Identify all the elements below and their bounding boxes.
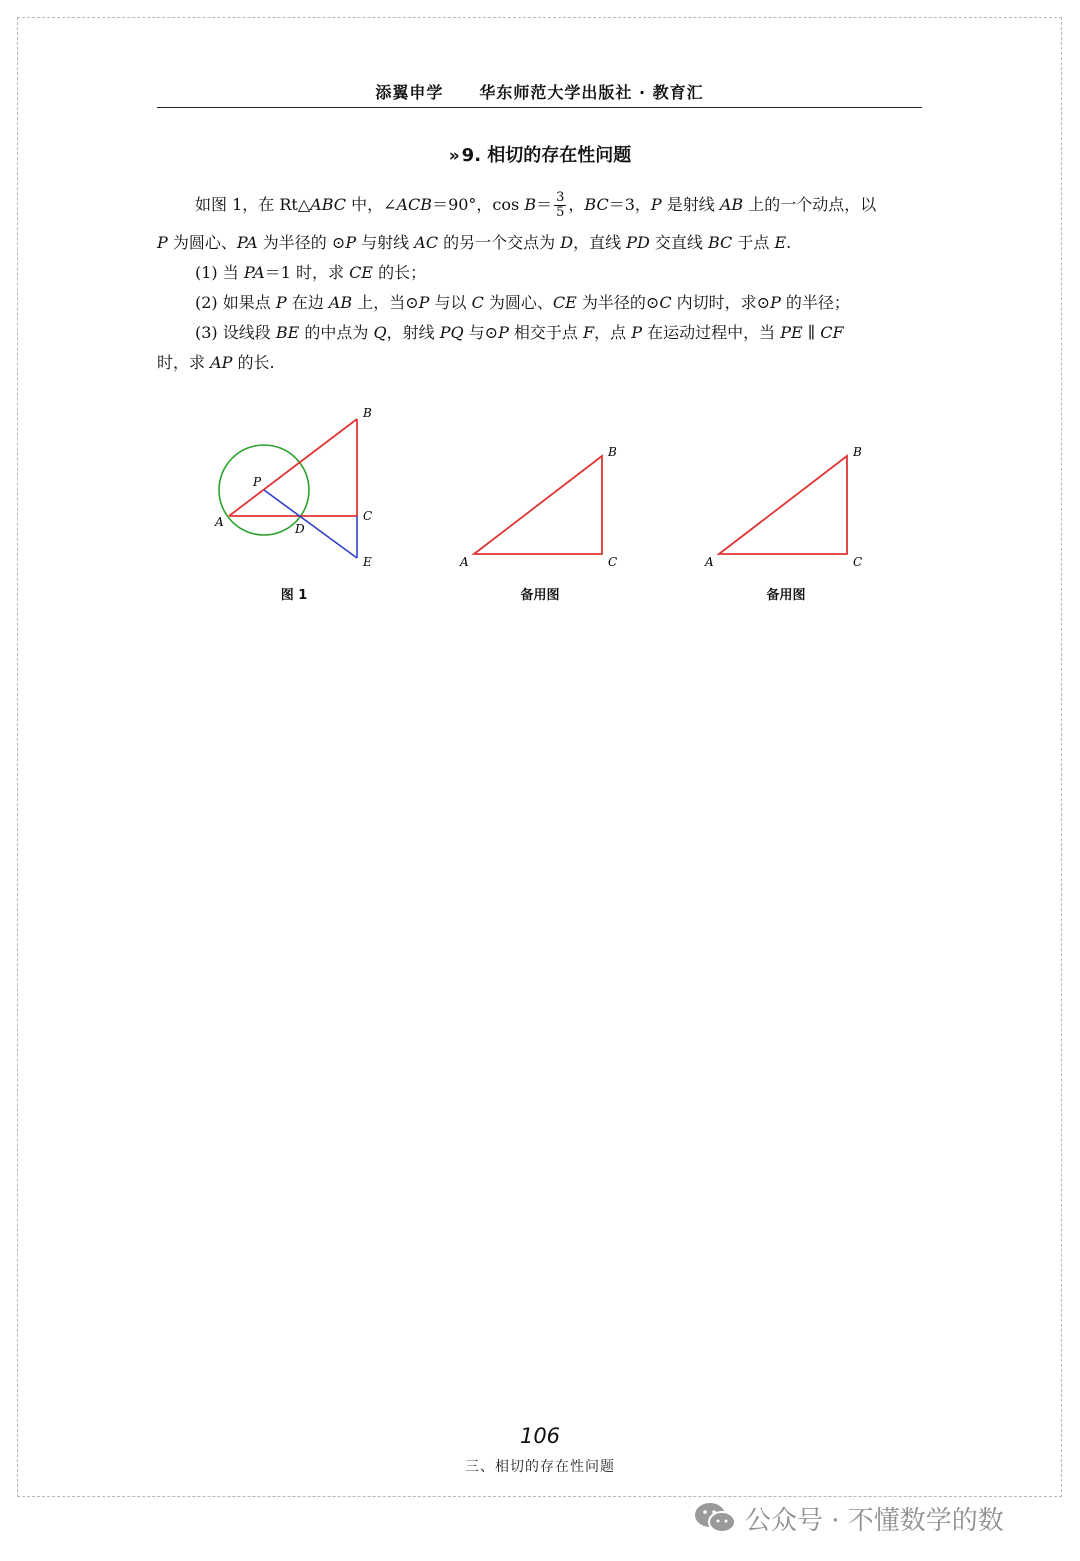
footer-section-title: 三、相切的存在性问题 bbox=[465, 1459, 615, 1475]
question-3-continued: 时，求 AP 的长. bbox=[157, 353, 275, 372]
wechat-icon bbox=[693, 1500, 737, 1536]
label-a: A bbox=[705, 555, 714, 569]
header-rule bbox=[157, 107, 922, 108]
label-c: C bbox=[608, 555, 618, 569]
triangle-abc bbox=[474, 456, 602, 554]
watermark-text: 公众号 · 不懂数学的数 bbox=[745, 1505, 1004, 1536]
label-a: A bbox=[215, 515, 224, 529]
label-e: E bbox=[363, 555, 372, 569]
question-3: (3) 设线段 BE 的中点为 Q，射线 PQ 与⊙P 相交于点 F，点 P 在运动过程中，当 PE ∥ CF bbox=[195, 323, 844, 342]
spare-figure-1-caption: 备用图 bbox=[520, 588, 560, 603]
question-2: (2) 如果点 P 在边 AB 上，当⊙P 与以 C 为圆心、CE 为半径的⊙C 内切时，求⊙P 的半径； bbox=[195, 293, 850, 312]
watermark bbox=[693, 1500, 1004, 1536]
fraction-three-fifths: $\frac{3}{5}$ bbox=[556, 190, 565, 220]
label-p: P bbox=[253, 475, 262, 489]
figure-1 bbox=[200, 398, 400, 578]
section-marker-icon: » bbox=[448, 146, 460, 166]
problem-line-2: P 为圆心、PA 为半径的 ⊙P 与射线 AC 的另一个交点为 D，直线 PD 交直线 BC 于点 E. bbox=[157, 233, 792, 252]
spare-figure-1 bbox=[450, 398, 650, 578]
label-c: C bbox=[853, 555, 863, 569]
spare-figure-2-caption: 备用图 bbox=[766, 588, 806, 603]
label-b: B bbox=[608, 445, 617, 459]
section-title-text: 9. 相切的存在性问题 bbox=[461, 145, 632, 166]
problem-line-1: 如图 1，在 Rt△ABC 中，∠ACB＝90°，cos B＝ $\frac{3}{5}$ ，BC＝3，P 是射线 AB 上的一个动点，以 bbox=[195, 190, 877, 220]
label-c: C bbox=[363, 509, 373, 523]
segment-ab bbox=[229, 419, 357, 516]
page-number: 106 bbox=[519, 1424, 561, 1448]
line-pde bbox=[264, 490, 357, 558]
label-a: A bbox=[460, 555, 469, 569]
header-left: 添翼申学 bbox=[375, 83, 444, 102]
question-1: (1) 当 PA＝1 时，求 CE 的长； bbox=[195, 263, 427, 282]
spare-figure-2 bbox=[695, 398, 895, 578]
label-d: D bbox=[295, 522, 305, 536]
page-header bbox=[157, 80, 922, 106]
section-title bbox=[0, 141, 1080, 167]
figure-1-caption: 图 1 bbox=[280, 588, 308, 603]
triangle-abc bbox=[719, 456, 847, 554]
header-right: 华东师范大学出版社 · 教育汇 bbox=[479, 83, 704, 102]
label-b: B bbox=[363, 406, 372, 420]
label-b: B bbox=[853, 445, 862, 459]
